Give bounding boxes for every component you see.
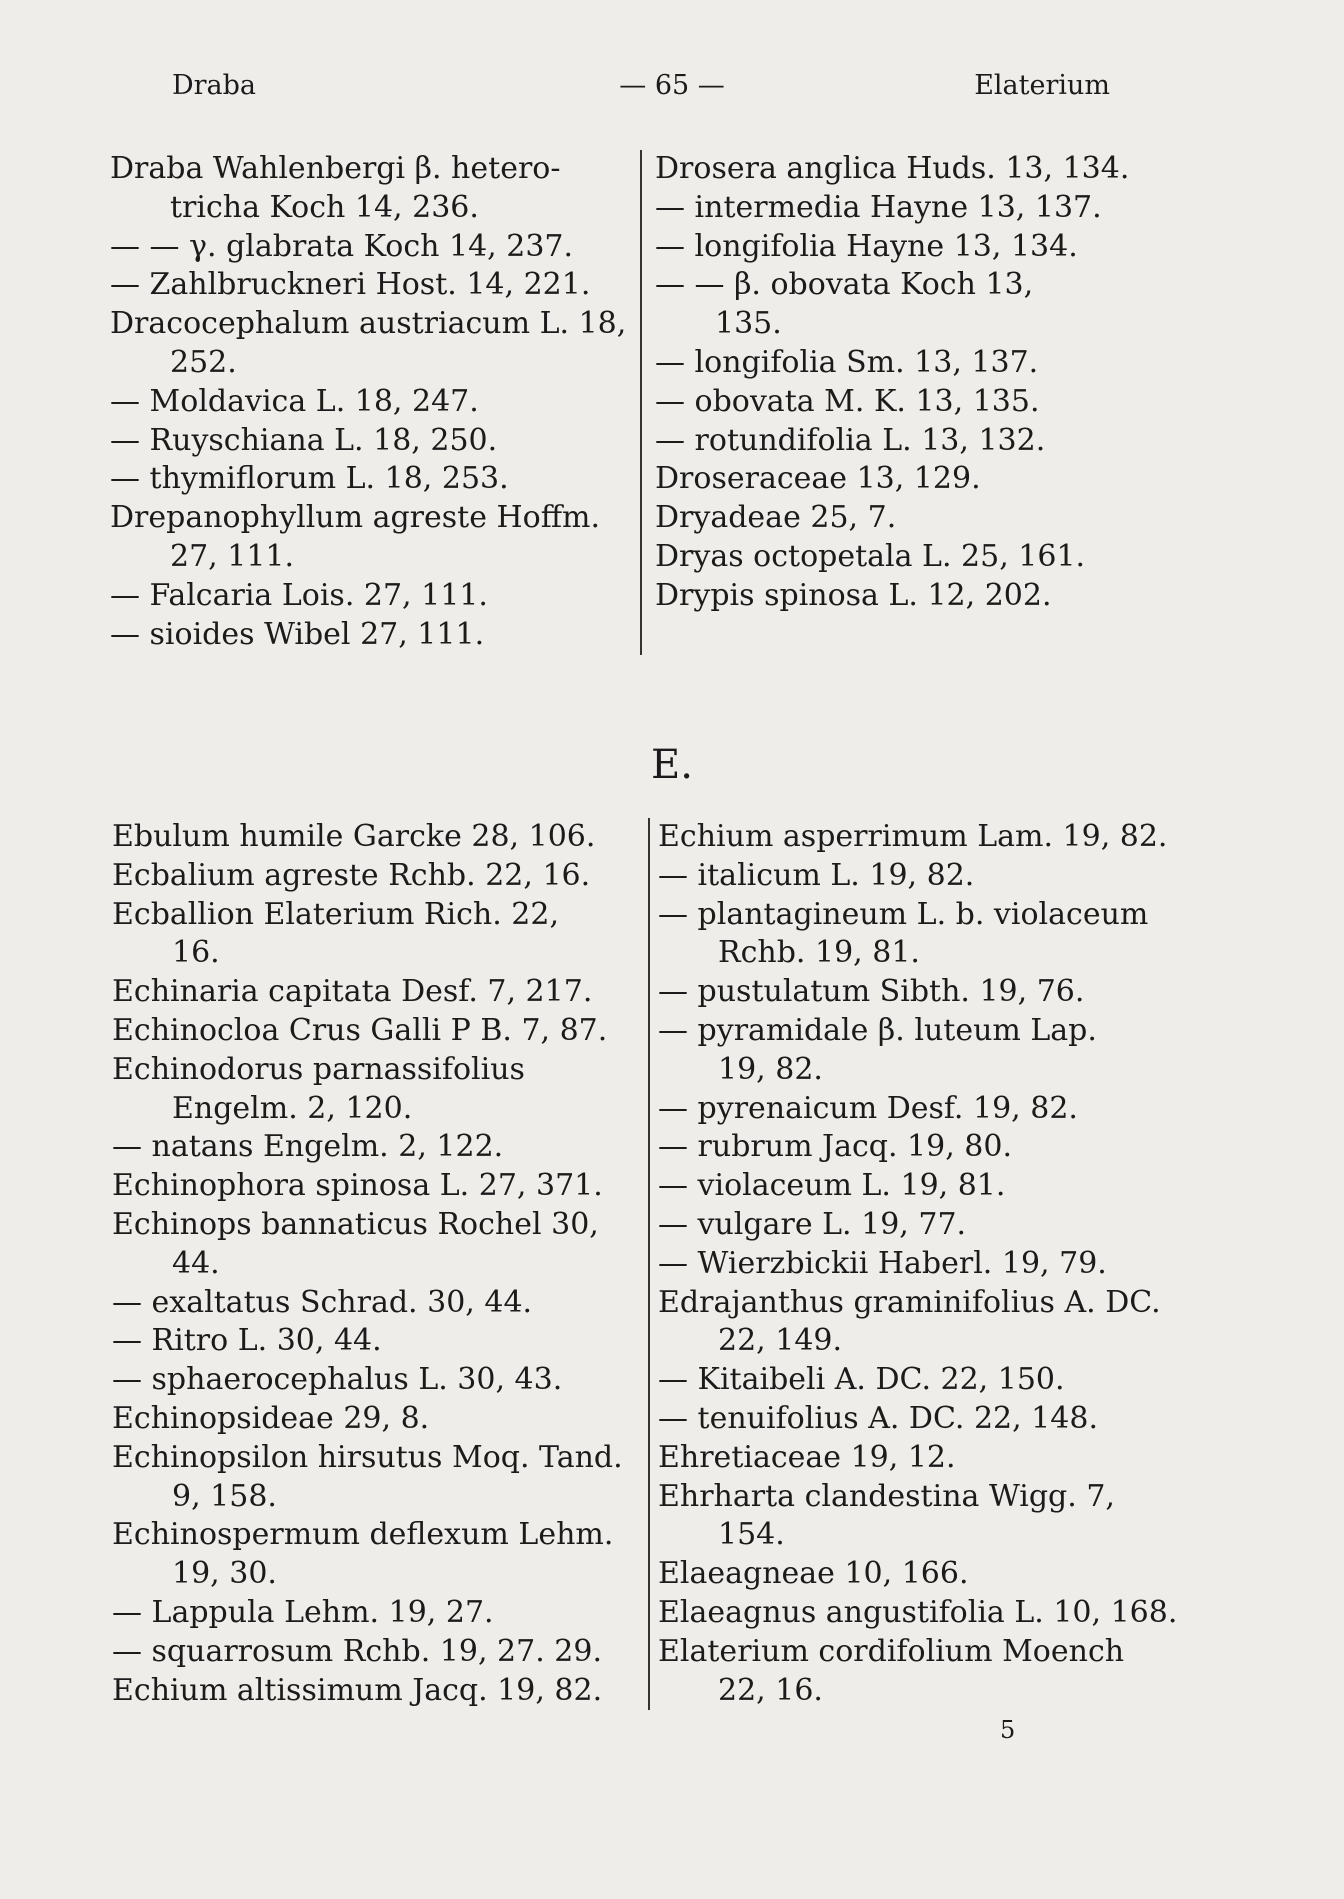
index-column-e-left bbox=[112, 818, 623, 1710]
index-line: Rchb. 19, 81. bbox=[718, 935, 920, 971]
index-line: Echinophora spinosa L. 27, 371. bbox=[112, 1168, 603, 1204]
index-line: — rubrum Jacq. 19, 80. bbox=[658, 1129, 1012, 1165]
index-line: Echium altissimum Jacq. 19, 82. bbox=[112, 1672, 603, 1708]
index-line: 9, 158. bbox=[172, 1478, 277, 1514]
column-divider bbox=[648, 818, 650, 1710]
index-column-e-right bbox=[658, 818, 1177, 1710]
index-line: — obovata M. K. 13, 135. bbox=[655, 383, 1040, 419]
index-line: Elaeagnus angustifolia L. 10, 168. bbox=[658, 1594, 1178, 1630]
index-line: — intermedia Hayne 13, 137. bbox=[655, 189, 1102, 225]
index-line: Engelm. 2, 120. bbox=[172, 1090, 413, 1126]
index-line: Drypis spinosa L. 12, 202. bbox=[655, 577, 1052, 613]
column-divider bbox=[640, 150, 642, 655]
index-line: Dryadeae 25, 7. bbox=[655, 500, 897, 536]
index-line: Elaeagneae 10, 166. bbox=[658, 1556, 969, 1592]
index-line: Echinops bannaticus Rochel 30, bbox=[112, 1206, 599, 1242]
index-line: Edrajanthus graminifolius A. DC. bbox=[658, 1284, 1161, 1320]
index-line: — rotundifolia L. 13, 132. bbox=[655, 422, 1046, 458]
index-line: — Kitaibeli A. DC. 22, 150. bbox=[658, 1362, 1065, 1398]
index-line: — sphaerocephalus L. 30, 43. bbox=[112, 1362, 563, 1398]
index-line: Ehrharta clandestina Wigg. 7, bbox=[658, 1478, 1115, 1514]
index-line: Ebulum humile Garcke 28, 106. bbox=[112, 819, 596, 854]
index-line: — pyramidale β. luteum Lap. bbox=[658, 1012, 1097, 1048]
index-line: Echinospermum deflexum Lehm. bbox=[112, 1517, 614, 1553]
index-line: — pyrenaicum Desf. 19, 82. bbox=[658, 1090, 1078, 1126]
index-line: — Lappula Lehm. 19, 27. bbox=[112, 1594, 494, 1630]
index-line: — — β. obovata Koch 13, bbox=[655, 267, 1034, 303]
header-right-word: Elaterium bbox=[974, 70, 1110, 101]
index-line: 22, 149. bbox=[718, 1323, 843, 1359]
index-line: — Falcaria Lois. 27, 111. bbox=[110, 577, 488, 613]
index-line: — squarrosum Rchb. 19, 27. 29. bbox=[112, 1633, 602, 1669]
index-line: 19, 30. bbox=[172, 1556, 277, 1592]
index-line: — Moldavica L. 18, 247. bbox=[110, 383, 479, 419]
index-line: Echium asperrimum Lam. 19, 82. bbox=[658, 819, 1168, 854]
index-line: Echinaria capitata Desf. 7, 217. bbox=[112, 974, 593, 1010]
index-line: — vulgare L. 19, 77. bbox=[658, 1206, 967, 1242]
index-column-d-right bbox=[655, 150, 1129, 616]
index-line: — Wierzbickii Haberl. 19, 79. bbox=[658, 1245, 1107, 1281]
index-line: — italicum L. 19, 82. bbox=[658, 857, 975, 893]
index-column-d-left bbox=[110, 150, 626, 654]
index-line: Ehretiaceae 19, 12. bbox=[658, 1439, 956, 1475]
index-line: Droseraceae 13, 129. bbox=[655, 461, 981, 497]
index-line: 27, 111. bbox=[170, 538, 295, 574]
index-line: tricha Koch 14, 236. bbox=[170, 189, 479, 225]
index-line: — tenuifolius A. DC. 22, 148. bbox=[658, 1400, 1098, 1436]
index-line: 44. bbox=[172, 1245, 220, 1281]
index-line: — Zahlbruckneri Host. 14, 221. bbox=[110, 267, 591, 303]
index-line: Echinocloa Crus Galli P B. 7, 87. bbox=[112, 1012, 608, 1048]
index-line: — violaceum L. 19, 81. bbox=[658, 1168, 1006, 1204]
index-line: — sioides Wibel 27, 111. bbox=[110, 616, 485, 652]
index-line: Elaterium cordifolium Moench bbox=[658, 1633, 1125, 1669]
index-line: Echinopsideae 29, 8. bbox=[112, 1400, 430, 1436]
index-line: — — γ. glabrata Koch 14, 237. bbox=[110, 228, 574, 264]
index-line: 252. bbox=[170, 344, 237, 380]
index-line: — exaltatus Schrad. 30, 44. bbox=[112, 1284, 533, 1320]
index-line: — Ritro L. 30, 44. bbox=[112, 1323, 382, 1359]
index-line: Dracocephalum austriacum L. 18, bbox=[110, 306, 627, 342]
index-line: — pustulatum Sibth. 19, 76. bbox=[658, 974, 1085, 1010]
signature-mark: 5 bbox=[1000, 1716, 1016, 1744]
header-left-word: Draba bbox=[172, 70, 257, 101]
index-line: 16. bbox=[172, 935, 220, 971]
index-line: Ecballion Elaterium Rich. 22, bbox=[112, 896, 560, 932]
index-line: Ecbalium agreste Rchb. 22, 16. bbox=[112, 857, 591, 893]
index-line: — plantagineum L. b. violaceum bbox=[658, 896, 1149, 932]
index-line: — longifolia Sm. 13, 137. bbox=[655, 344, 1039, 380]
page-number: — 65 — bbox=[619, 70, 725, 101]
index-line: Drosera anglica Huds. 13, 134. bbox=[655, 151, 1130, 186]
index-line: — thymiflorum L. 18, 253. bbox=[110, 461, 509, 497]
index-line: Draba Wahlenbergi β. hetero- bbox=[110, 151, 561, 186]
index-line: 22, 16. bbox=[718, 1672, 823, 1708]
index-line: Drepanophyllum agreste Hoffm. bbox=[110, 500, 601, 536]
index-line: 135. bbox=[715, 306, 782, 342]
index-line: Echinopsilon hirsutus Moq. Tand. bbox=[112, 1439, 623, 1475]
index-line: — natans Engelm. 2, 122. bbox=[112, 1129, 504, 1165]
index-line: 154. bbox=[718, 1517, 785, 1553]
index-line: — longifolia Hayne 13, 134. bbox=[655, 228, 1078, 264]
index-line: 19, 82. bbox=[718, 1051, 823, 1087]
index-line: Dryas octopetala L. 25, 161. bbox=[655, 538, 1086, 574]
index-line: — Ruyschiana L. 18, 250. bbox=[110, 422, 498, 458]
page-header bbox=[0, 70, 1344, 110]
section-letter-e: E. bbox=[651, 742, 693, 788]
index-line: Echinodorus parnassifolius bbox=[112, 1051, 525, 1087]
